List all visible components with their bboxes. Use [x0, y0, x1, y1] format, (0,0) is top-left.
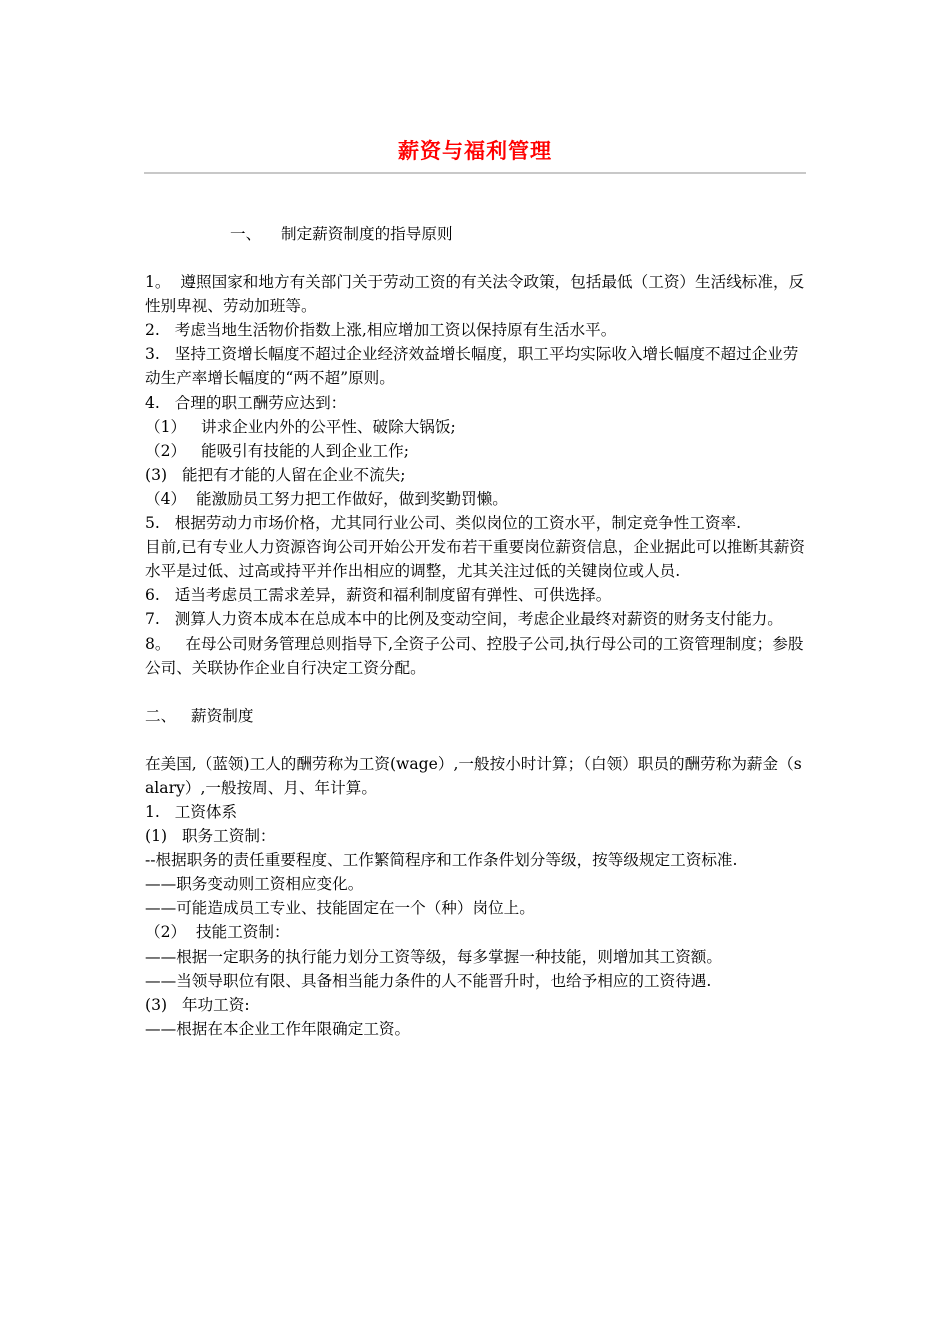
paragraph: ——当领导职位有限、具备相当能力条件的人不能晋升时，也给予相应的工资待遇. [145, 971, 712, 990]
paragraph: ——根据在本企业工作年限确定工资。 [145, 1019, 411, 1038]
paragraph: 2. 考虑当地生活物价指数上涨,相应增加工资以保持原有生活水平。 [145, 321, 617, 340]
paragraph: 6. 适当考虑员工需求差异，薪资和福利制度留有弹性、可供选择。 [145, 586, 612, 605]
paragraph: 4. 合理的职工酬劳应达到： [145, 393, 347, 412]
paragraph: （2） 技能工资制： [145, 923, 290, 942]
paragraph: （1） 讲求企业内外的公平性、破除大锅饭; [145, 417, 456, 436]
paragraph: ——可能造成员工专业、技能固定在一个（种）岗位上。 [145, 899, 535, 918]
paragraph: --根据职务的责任重要程度、工作繁简程序和工作条件划分等级，按等级规定工资标准. [145, 851, 738, 870]
paragraph: (3) 年功工资: [145, 995, 250, 1014]
document-title: 薪资与福利管理 [398, 139, 552, 163]
paragraph: (1) 职务工资制： [145, 827, 276, 846]
section-heading-1: 一、 制定薪资制度的指导原则 [230, 225, 453, 243]
paragraph: ——根据一定职务的执行能力划分工资等级，每多掌握一种技能，则增加其工资额。 [145, 947, 722, 966]
title-divider [144, 172, 806, 174]
paragraph: （2） 能吸引有技能的人到企业工作; [145, 441, 409, 460]
paragraph: 1。 遵照国家和地方有关部门关于劳动工资的有关法令政策，包括最低（工资）生活线标准，反性别卑视、劳动加班等。 [145, 273, 805, 316]
paragraph: （4） 能激励员工努力把工作做好，做到奖勤罚懒。 [145, 489, 508, 508]
paragraph: 5. 根据劳动力市场价格，尤其同行业公司、类似岗位的工资水平，制定竞争性工资率. [145, 514, 742, 533]
paragraph: ——职务变动则工资相应变化。 [145, 875, 364, 894]
paragraph: 1. 工资体系 [145, 802, 238, 821]
section-heading-2: 二、 薪资制度 [145, 706, 254, 725]
paragraph: 在美国,（蓝领)工人的酬劳称为工资(wage）,一般按小时计算；（白领）职员的酬劳称为薪金（salary）,一般按周、月、年计算。 [145, 754, 802, 797]
paragraph: 7. 测算人力资本成本在总成本中的比例及变动空间，考虑企业最终对薪资的财务支付能力。 [145, 610, 783, 629]
paragraph: 3. 坚持工资增长幅度不超过企业经济效益增长幅度，职工平均实际收入增长幅度不超过企业劳动生产率增长幅度的“两不超”原则。 [145, 345, 799, 388]
document-body [145, 222, 809, 1041]
paragraph: (3) 能把有才能的人留在企业不流失; [145, 465, 406, 484]
paragraph: 目前,已有专业人力资源咨询公司开始公开发布若干重要岗位薪资信息，企业据此可以推断其薪资水平是过低、过高或持平并作出相应的调整，尤其关注过低的关键岗位或人员. [145, 538, 805, 581]
paragraph: 8。 在母公司财务管理总则指导下,全资子公司、控股子公司,执行母公司的工资管理制度；参股公司、关联协作企业自行决定工资分配。 [145, 634, 804, 677]
